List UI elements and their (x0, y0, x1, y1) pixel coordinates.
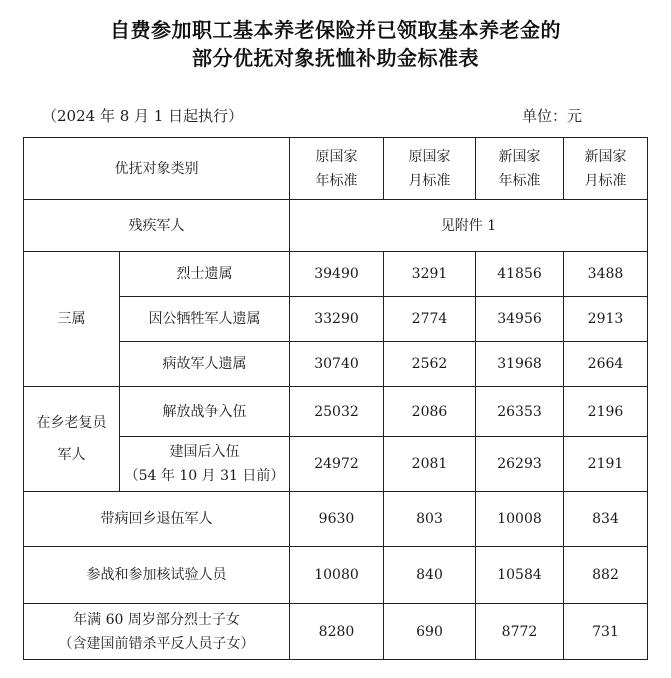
header-old-monthly: 原国家 月标准 (384, 138, 476, 200)
cell-value: 2196 (564, 387, 648, 437)
header-old-annual: 原国家 年标准 (290, 138, 384, 200)
cell-value: 2774 (384, 297, 476, 342)
header-new-monthly: 新国家 月标准 (564, 138, 648, 200)
row-label-jianguo: 建国后入伍 （54 年 10 月 31 日前） (120, 437, 290, 492)
cell-value: 834 (564, 492, 648, 547)
cell-value: 26353 (476, 387, 564, 437)
table-row (24, 200, 648, 252)
cell-value: 30740 (290, 342, 384, 387)
header-row (24, 138, 648, 200)
cell-value: 39490 (290, 252, 384, 297)
cell-value: 10008 (476, 492, 564, 547)
cell-value: 8280 (290, 604, 384, 660)
cell-value: 3291 (384, 252, 476, 297)
cell-value: 2191 (564, 437, 648, 492)
header-new-annual: 新国家 年标准 (476, 138, 564, 200)
cell-value: 690 (384, 604, 476, 660)
pension-standard-table (23, 137, 648, 660)
cell-value: 882 (564, 547, 648, 604)
cell-value: 41856 (476, 252, 564, 297)
table-row (24, 252, 648, 297)
row-label-disabled: 残疾军人 (24, 200, 290, 252)
table-row (24, 387, 648, 437)
title-line-2: 部分优抚对象抚恤补助金标准表 (192, 46, 479, 70)
cell-value: 2913 (564, 297, 648, 342)
title-line-1: 自费参加职工基本养老保险并已领取基本养老金的 (110, 18, 561, 42)
table-row (24, 492, 648, 547)
row-label-bingu: 病故军人遗属 (120, 342, 290, 387)
cell-value: 31968 (476, 342, 564, 387)
table-row (24, 604, 648, 660)
cell-value: 840 (384, 547, 476, 604)
effective-date-note: （2024 年 8 月 1 日起执行） (42, 107, 244, 125)
cell-value: 2086 (384, 387, 476, 437)
cell-value: 26293 (476, 437, 564, 492)
cell-value: 731 (564, 604, 648, 660)
table-row (24, 547, 648, 604)
cell-value: 2081 (384, 437, 476, 492)
cell-value: 33290 (290, 297, 384, 342)
unit-note: 单位：元 (522, 107, 583, 125)
cell-value: 10080 (290, 547, 384, 604)
row-label-jiefang: 解放战争入伍 (120, 387, 290, 437)
group-label-sanshu: 三属 (24, 252, 120, 387)
cell-value: 10584 (476, 547, 564, 604)
cell-value: 34956 (476, 297, 564, 342)
cell-value: 2664 (564, 342, 648, 387)
header-category: 优抚对象类别 (24, 138, 290, 200)
cell-value: 803 (384, 492, 476, 547)
cell-value: 25032 (290, 387, 384, 437)
row-label-daibing: 带病回乡退伍军人 (24, 492, 290, 547)
row-label-lieshizinv: 年满 60 周岁部分烈士子女 （含建国前错杀平反人员子女） (24, 604, 290, 660)
cell-value: 24972 (290, 437, 384, 492)
row-label-canzhan: 参战和参加核试验人员 (24, 547, 290, 604)
row-note-disabled: 见附件 1 (290, 200, 648, 252)
row-label-yingong: 因公牺牲军人遗属 (120, 297, 290, 342)
group-label-veteran: 在乡老复员 军人 (24, 387, 120, 492)
cell-value: 8772 (476, 604, 564, 660)
row-label-lieshi: 烈士遗属 (120, 252, 290, 297)
cell-value: 9630 (290, 492, 384, 547)
cell-value: 3488 (564, 252, 648, 297)
cell-value: 2562 (384, 342, 476, 387)
